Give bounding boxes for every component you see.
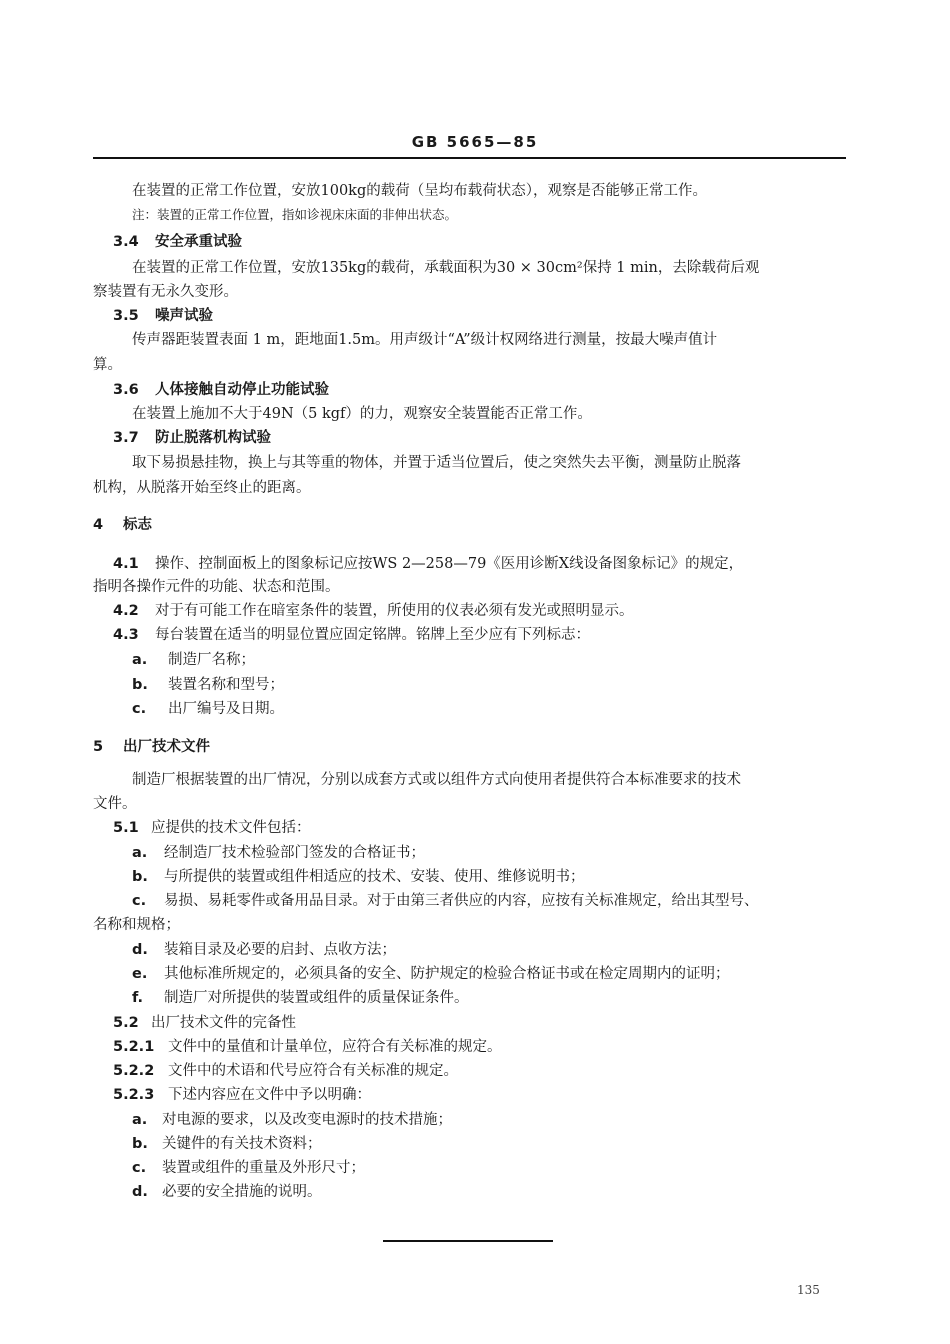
clause-5-2-1	[113, 1037, 502, 1057]
section-number: 3.5	[113, 308, 139, 324]
clause-number: 4.3	[113, 627, 139, 643]
section-number: 3.4	[113, 234, 139, 250]
list-marker: b.	[132, 1136, 148, 1152]
list-text: 装箱目录及必要的启封、点收方法；	[164, 942, 396, 958]
clause-number: 4.2	[113, 603, 139, 619]
clause-text: 出厂技术文件的完备性	[151, 1015, 296, 1031]
paragraph-line: 指明各操作元件的功能、状态和范围。	[93, 579, 340, 595]
clause-5-1	[113, 818, 311, 838]
list-item	[132, 650, 255, 670]
list-marker: a.	[132, 1112, 148, 1128]
list-text: 其他标准所规定的，必须具备的安全、防护规定的检验合格证书或在检定周期内的证明；	[164, 966, 730, 982]
list-item	[132, 1158, 365, 1178]
list-marker: f.	[132, 990, 144, 1006]
list-marker: c.	[132, 893, 147, 909]
section-title: 安全承重试验	[155, 234, 242, 250]
list-marker: a.	[132, 652, 148, 668]
section-number: 4	[93, 517, 104, 533]
clause-number: 4.1	[113, 556, 139, 572]
list-marker: a.	[132, 845, 148, 861]
clause-text: 操作、控制面板上的图象标记应按WS 2—258—79《医用诊断X线设备图象标记》的规定，	[155, 556, 744, 572]
note-line: 注：装置的正常工作位置，指如诊视床床面的非伸出状态。	[132, 207, 458, 222]
paragraph-line: 名称和规格；	[93, 917, 180, 933]
section-number: 3.6	[113, 382, 139, 398]
clause-number: 5.1	[113, 820, 139, 836]
list-marker: b.	[132, 869, 148, 885]
section-title: 出厂技术文件	[123, 739, 210, 755]
list-marker: d.	[132, 942, 148, 958]
standard-header: GB 5665—85	[411, 133, 539, 151]
list-item	[132, 867, 585, 887]
clause-number: 5.2	[113, 1015, 139, 1031]
paragraph-line: 在装置的正常工作位置，安放135kg的载荷，承载面积为30 × 30cm²保持 1 min，去除载荷后观	[132, 260, 760, 276]
paragraph-line: 在装置的正常工作位置，安放100kg的载荷（呈均布载荷状态），观察是否能够正常工作。	[132, 183, 707, 199]
section-heading-3-6	[113, 380, 329, 400]
paragraph-line: 算。	[93, 357, 122, 373]
clause-text: 文件中的量值和计量单位，应符合有关标准的规定。	[168, 1039, 502, 1055]
header-rule	[93, 157, 846, 159]
list-text: 关键件的有关技术资料；	[162, 1136, 322, 1152]
section-title: 人体接触自动停止功能试验	[155, 382, 329, 398]
clause-number: 5.2.1	[113, 1039, 155, 1055]
list-text: 装置名称和型号；	[168, 677, 284, 693]
clause-text: 对于有可能工作在暗室条件的装置，所使用的仪表必须有发光或照明显示。	[155, 603, 634, 619]
clause-4-1	[113, 554, 743, 574]
clause-number: 5.2.2	[113, 1063, 155, 1079]
list-item	[132, 891, 759, 911]
list-item	[132, 675, 284, 695]
clause-text: 下述内容应在文件中予以明确：	[168, 1087, 371, 1103]
list-marker: d.	[132, 1184, 148, 1200]
section-heading-3-4	[113, 232, 242, 252]
list-item	[132, 1182, 322, 1202]
list-text: 装置或组件的重量及外形尺寸；	[162, 1160, 365, 1176]
section-number: 5	[93, 739, 104, 755]
list-marker: b.	[132, 677, 148, 693]
list-text: 易损、易耗零件或备用品目录。对于由第三者供应的内容，应按有关标准规定，给出其型号、	[164, 893, 759, 909]
end-rule	[383, 1240, 553, 1242]
section-heading-3-7	[113, 428, 271, 448]
section-heading-4	[93, 515, 152, 535]
list-text: 与所提供的装置或组件相适应的技术、安装、使用、维修说明书；	[164, 869, 585, 885]
list-marker: c.	[132, 1160, 147, 1176]
list-item	[132, 964, 730, 984]
list-text: 制造厂对所提供的装置或组件的质量保证条件。	[164, 990, 469, 1006]
clause-4-2	[113, 601, 634, 621]
list-marker: e.	[132, 966, 148, 982]
list-text: 出厂编号及日期。	[168, 701, 284, 717]
clause-4-3	[113, 625, 590, 645]
section-title: 防止脱落机构试验	[155, 430, 271, 446]
clause-text: 文件中的术语和代号应符合有关标准的规定。	[168, 1063, 458, 1079]
clause-5-2-2	[113, 1061, 458, 1081]
clause-5-2-3	[113, 1085, 371, 1105]
paragraph-line: 文件。	[93, 796, 137, 812]
paragraph-line: 在装置上施加不大于49N（5 kgf）的力，观察安全装置能否正常工作。	[132, 406, 592, 422]
section-heading-5	[93, 737, 210, 757]
list-text: 对电源的要求，以及改变电源时的技术措施；	[162, 1112, 452, 1128]
list-text: 必要的安全措施的说明。	[162, 1184, 322, 1200]
list-item	[132, 1110, 452, 1130]
clause-text: 每台装置在适当的明显位置应固定铭牌。铭牌上至少应有下列标志：	[155, 627, 590, 643]
paragraph-line: 取下易损悬挂物，换上与其等重的物体，并置于适当位置后，使之突然失去平衡，测量防止脱落	[132, 455, 741, 471]
clause-number: 5.2.3	[113, 1087, 155, 1103]
page-number: 135	[797, 1283, 820, 1297]
paragraph-line: 传声器距装置表面 1 m，距地面1.5m。用声级计“A”级计权网络进行测量，按最大噪声值计	[132, 332, 718, 348]
list-item	[132, 1134, 322, 1154]
paragraph-line: 察装置有无永久变形。	[93, 284, 238, 300]
list-item	[132, 988, 469, 1008]
list-marker: c.	[132, 701, 147, 717]
clause-5-2	[113, 1013, 296, 1033]
section-heading-3-5	[113, 306, 213, 326]
list-text: 经制造厂技术检验部门签发的合格证书；	[164, 845, 425, 861]
section-number: 3.7	[113, 430, 139, 446]
list-item	[132, 843, 425, 863]
paragraph-line: 制造厂根据装置的出厂情况，分别以成套方式或以组件方式向使用者提供符合本标准要求的技术	[132, 772, 741, 788]
list-text: 制造厂名称；	[168, 652, 255, 668]
clause-text: 应提供的技术文件包括：	[151, 820, 311, 836]
list-item	[132, 940, 396, 960]
list-item	[132, 699, 284, 719]
section-title: 噪声试验	[155, 308, 213, 324]
paragraph-line: 机构，从脱落开始至终止的距离。	[93, 480, 311, 496]
section-title: 标志	[123, 517, 152, 533]
